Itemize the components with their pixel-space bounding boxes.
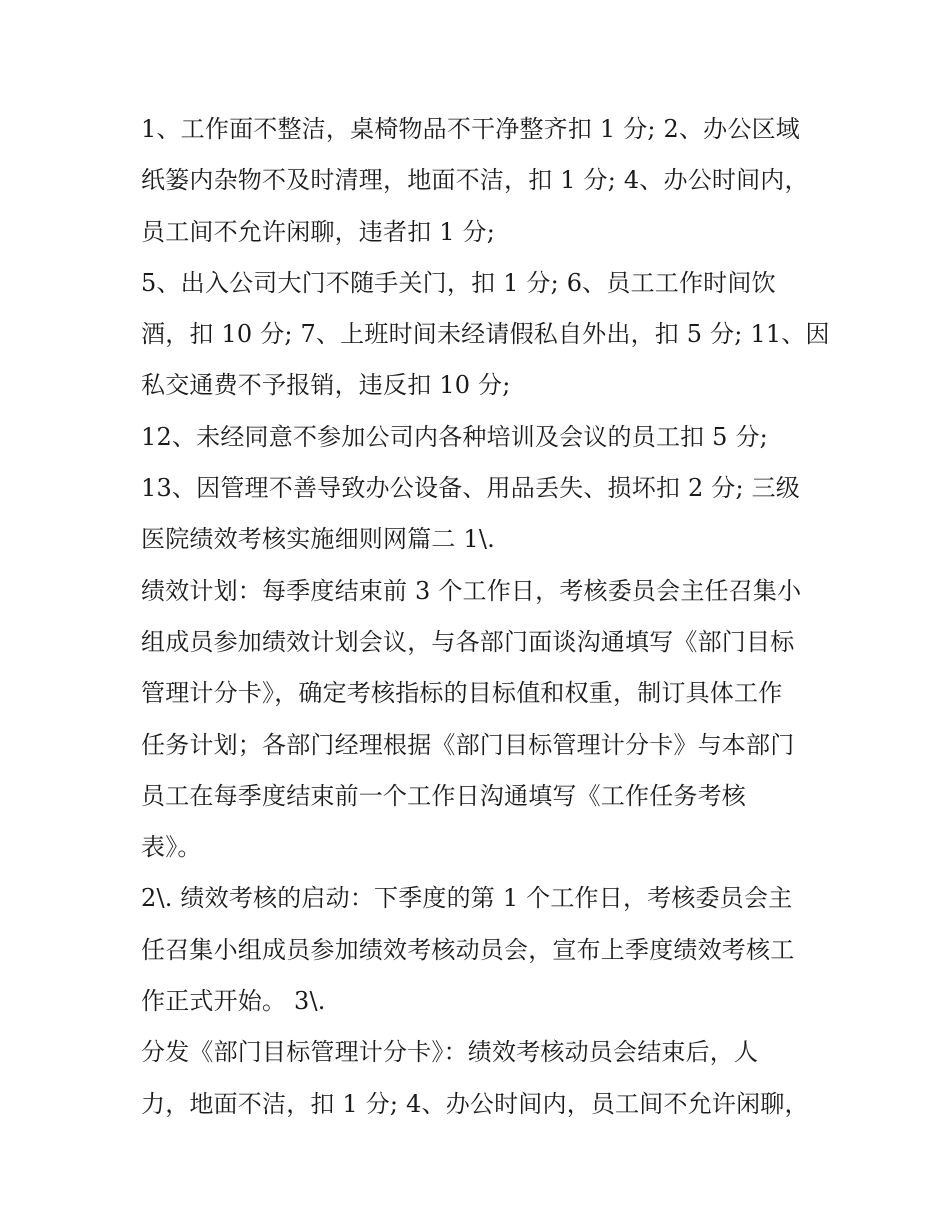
text-line: 医院绩效考核实施细则网篇二 1\.: [141, 525, 496, 554]
text-line: 任召集小组成员参加绩效考核动员会，宣布上季度绩效考核工: [141, 935, 795, 964]
text-line: 5、出入公司大门不随手关门，扣 1 分; 6、员工工作时间饮: [141, 268, 776, 297]
paragraph-scorecard-distribution: [141, 1027, 821, 1130]
paragraph-performance-plan: [141, 566, 821, 874]
text-line: 12、未经同意不参加公司内各种培训及会议的员工扣 5 分;: [141, 422, 768, 451]
text-line: 作正式开始。 3\.: [141, 987, 326, 1016]
text-line: 1、工作面不整洁，桌椅物品不干净整齐扣 1 分; 2、办公区域: [141, 115, 800, 143]
text-line: 私交通费不予报销，违反扣 10 分;: [141, 371, 511, 400]
text-line: 绩效计划：每季度结束前 3 个工作日，考核委员会主任召集小: [141, 576, 802, 605]
text-line: 员工间不允许闲聊，违者扣 1 分;: [141, 217, 496, 246]
text-line: 纸篓内杂物不及时清理，地面不洁，扣 1 分; 4、办公时间内，: [141, 166, 809, 195]
paragraph-deductions-1: [141, 104, 821, 258]
text-line: 力，地面不洁，扣 1 分; 4、办公时间内，员工间不允许闲聊，: [141, 1089, 809, 1118]
text-line: 组成员参加绩效计划会议，与各部门面谈沟通填写《部门目标: [141, 627, 795, 656]
text-line: 分发《部门目标管理计分卡》：绩效考核动员会结束后，人: [141, 1038, 759, 1067]
paragraph-deductions-3: [141, 412, 821, 463]
document-body: [141, 104, 830, 1130]
text-line: 酒，扣 10 分; 7、上班时间未经请假私自外出，扣 5 分; 11、因: [141, 320, 830, 349]
text-line: 13、因管理不善导致办公设备、用品丢失、损坏扣 2 分; 三级: [141, 474, 800, 503]
text-line: 员工在每季度结束前一个工作日沟通填写《工作任务考核: [141, 781, 746, 810]
paragraph-assessment-start: [141, 873, 821, 1027]
text-line: 管理计分卡》，确定考核指标的目标值和权重，制订具体工作: [141, 679, 783, 708]
text-line: 2\. 绩效考核的启动：下季度的第 1 个工作日，考核委员会主: [141, 884, 793, 913]
paragraph-deductions-2: [141, 258, 830, 412]
text-line: 任务计划；各部门经理根据《部门目标管理计分卡》与本部门: [141, 730, 795, 759]
paragraph-deductions-4: [141, 463, 821, 566]
text-line: 表》。: [141, 833, 202, 862]
